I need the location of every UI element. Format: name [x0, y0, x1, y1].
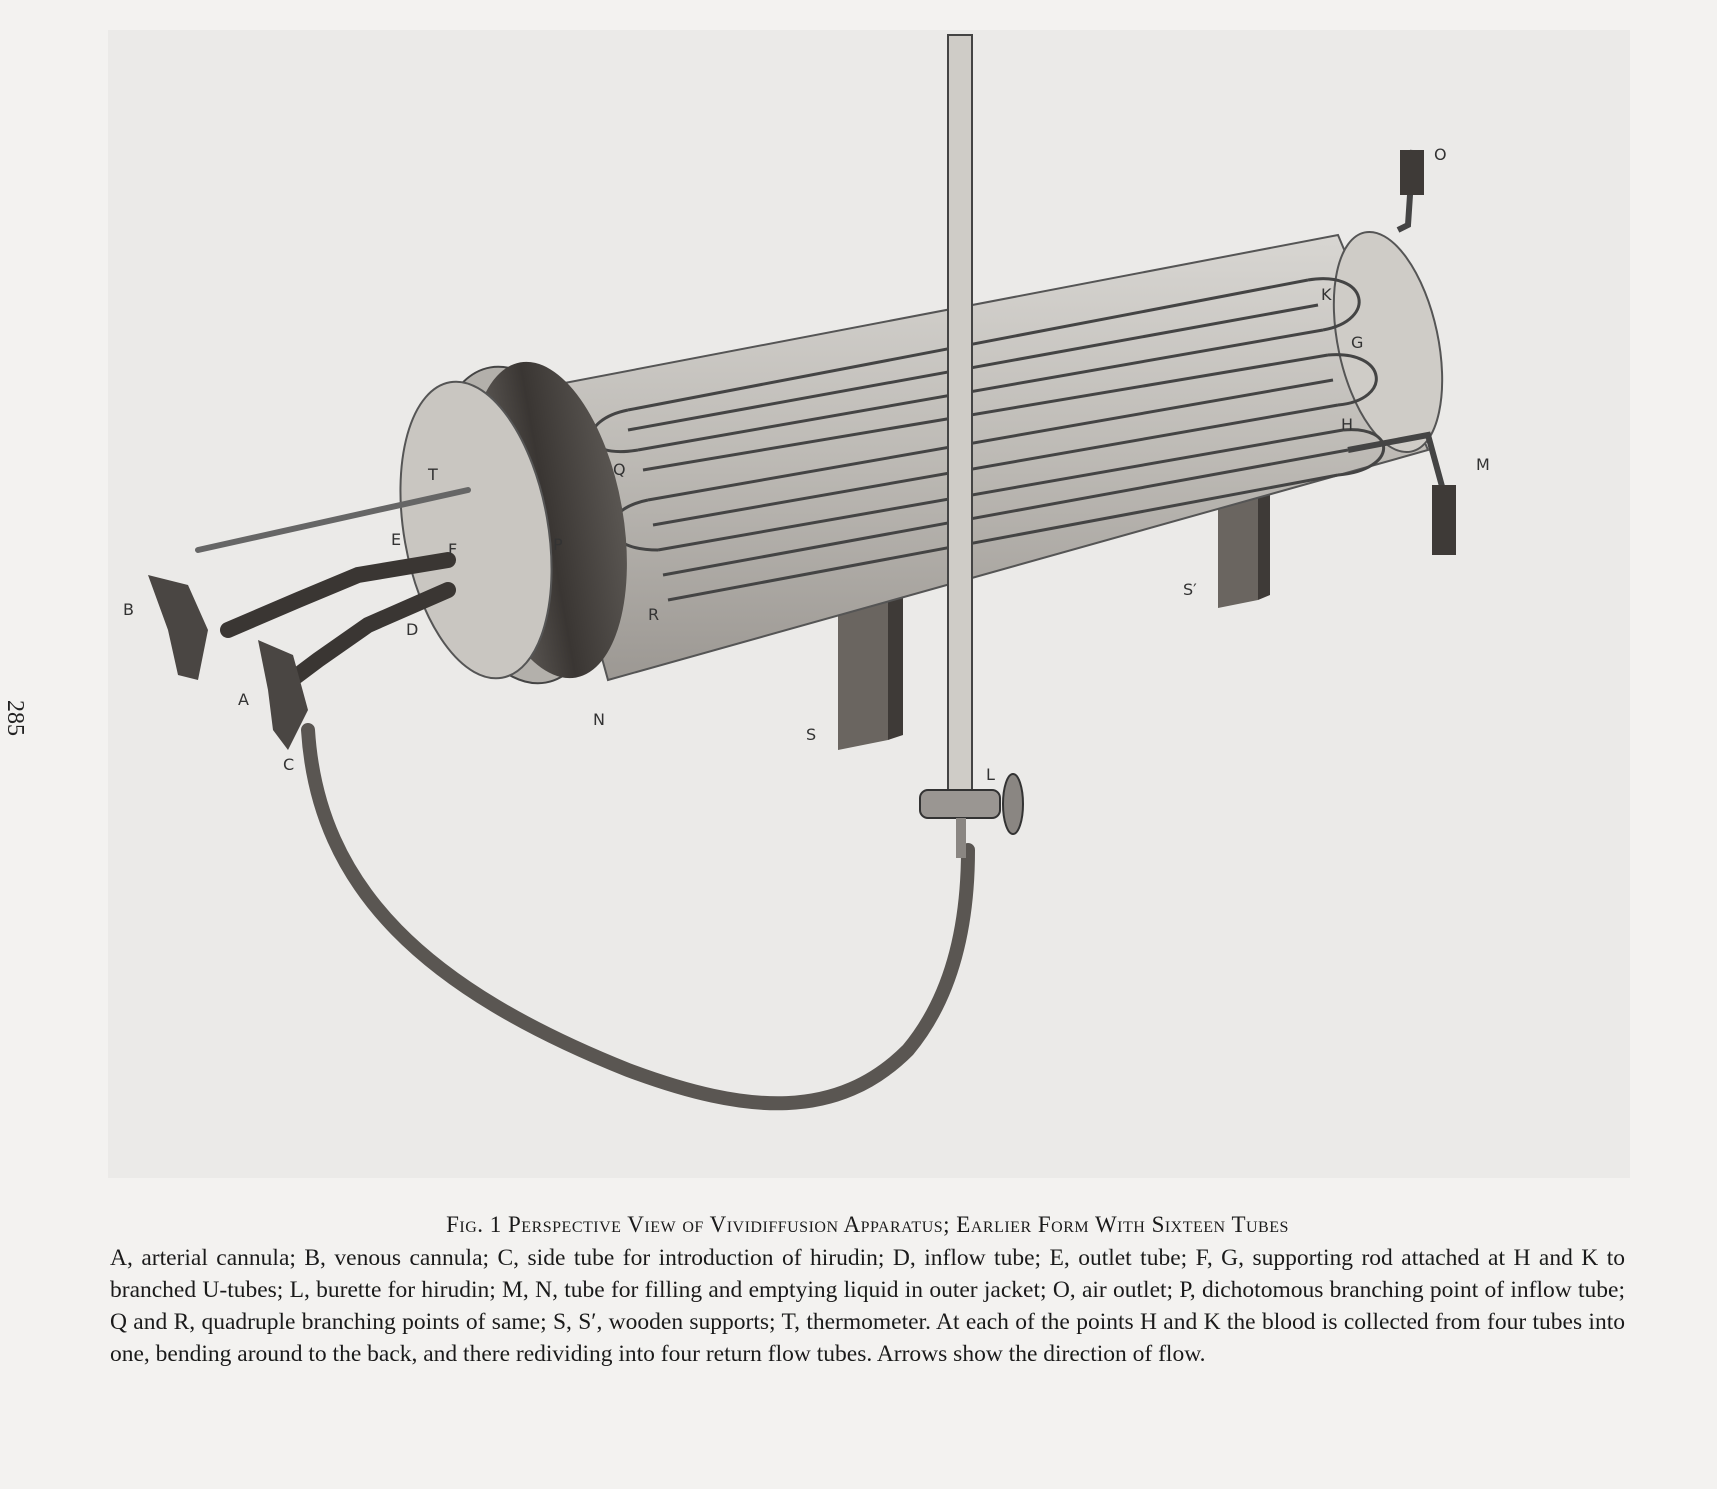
label-m: M	[1476, 455, 1490, 474]
label-f: F	[448, 540, 458, 559]
air-outlet	[1398, 150, 1424, 230]
apparatus-illustration	[108, 30, 1630, 1178]
figure-caption	[110, 1212, 1625, 1370]
label-h: H	[1341, 415, 1354, 434]
label-g: G	[1351, 333, 1364, 352]
hirudin-side-tube	[308, 730, 968, 1103]
label-l: L	[986, 765, 995, 784]
label-d: D	[406, 620, 419, 639]
page-number: 285	[2, 700, 28, 736]
label-k: K	[1321, 285, 1332, 304]
apparatus-figure	[108, 30, 1630, 1178]
label-e: E	[391, 530, 402, 549]
label-n: N	[593, 710, 605, 729]
label-a: A	[238, 690, 249, 709]
caption-body: A, arterial cannula; B, venous cannula; C, side tube for introduction of hirudin; D, inflow tube; E, outlet tube; F, G, supporting rod attached at H and K to branched U-tubes; L, burette for hirudin; M, N, tube for filling and emptying liquid in outer jacket; O, air outlet; P, dichotomous branching point of inflow tube; Q and R, quadruple branching points of same; S, S′, wooden supports; T, thermometer. At each of the points H and K the blood is collected from four tubes into one, bending around to the back, and there redividing into four return flow tubes. Arrows show the direction of flow.	[110, 1245, 1625, 1367]
label-s: S	[806, 725, 817, 744]
venous-cannula	[148, 575, 208, 680]
label-q: Q	[613, 460, 626, 479]
label-c: C	[283, 755, 295, 774]
label-o: O	[1434, 145, 1447, 164]
label-r: R	[648, 605, 660, 624]
label-p: P	[553, 535, 563, 554]
label-t: T	[428, 465, 438, 484]
caption-title: Fig. 1 Perspective View of Vividiffusion Apparatus; Earlier Form With Sixteen Tubes	[446, 1212, 1289, 1237]
label-s-prime: S′	[1183, 580, 1197, 599]
label-b: B	[123, 600, 134, 619]
arterial-cannula	[258, 640, 308, 750]
